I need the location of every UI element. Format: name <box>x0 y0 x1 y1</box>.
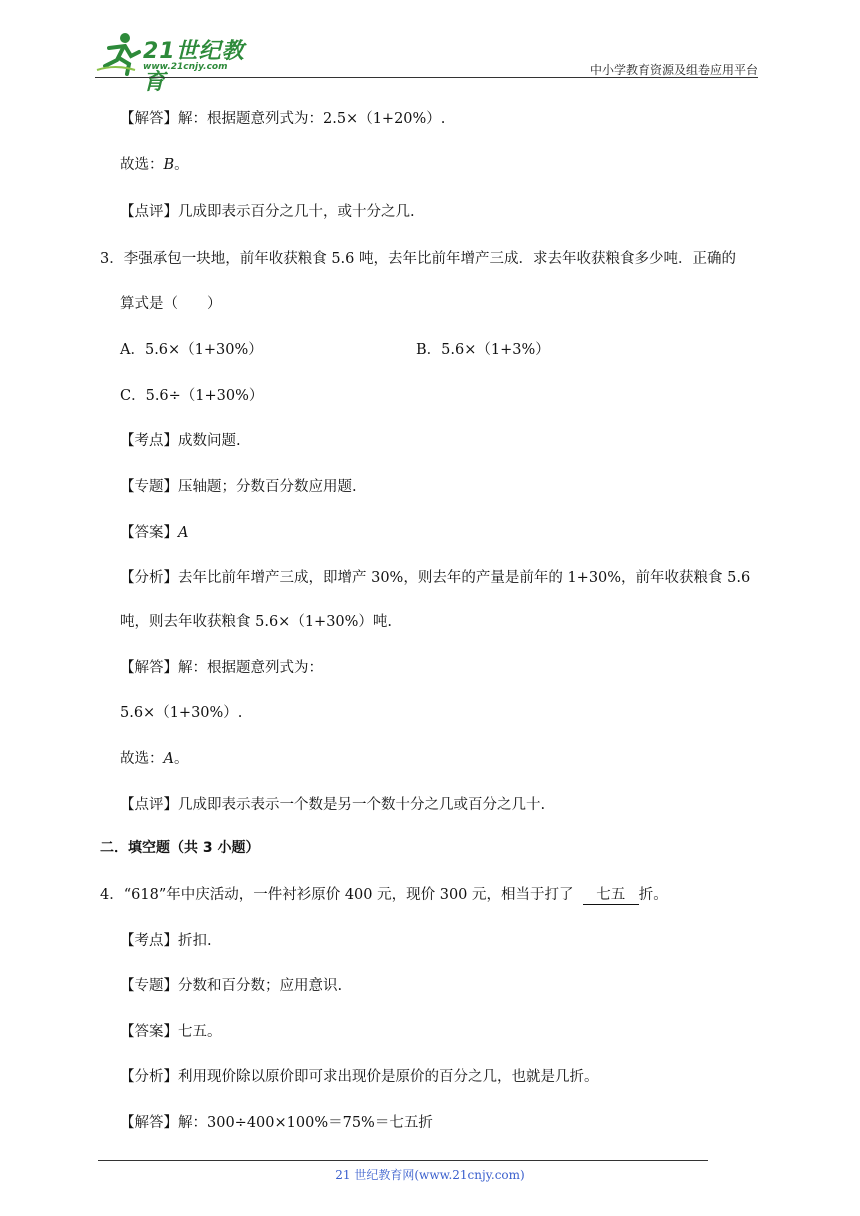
answer-line: 【答案】七五。 <box>120 1024 222 1040</box>
subject-line: 【专题】分数和百分数；应用意识. <box>120 978 343 994</box>
footer-link[interactable]: 21 世纪教育网(www.21cnjy.com) <box>335 1168 525 1182</box>
question-3-text-cont: 算式是（ ） <box>120 296 222 312</box>
header-divider <box>95 77 758 78</box>
option-b: B．5.6×（1+3%） <box>416 342 550 358</box>
solution-formula: 5.6×（1+30%）. <box>120 705 243 721</box>
section-heading: 二．填空题（共 3 小题） <box>100 840 260 856</box>
question-3-text: 3．李强承包一块地，前年收获粮食 5.6 吨，去年比前年增产三成．求去年收获粮食多少吨．正确的 <box>100 251 736 267</box>
logo-text: 21世纪教育 <box>143 39 245 95</box>
solution-line: 【解答】解：根据题意列式为： <box>120 660 323 676</box>
analysis-line: 【分析】利用现价除以原价即可求出现价是原价的百分之几，也就是几折。 <box>120 1069 599 1085</box>
subject-line: 【专题】压轴题；分数百分数应用题. <box>120 479 357 495</box>
comment-line: 【点评】几成即表示表示一个数是另一个数十分之几或百分之几十. <box>120 797 546 813</box>
analysis-line-cont: 吨，则去年收获粮食 5.6×（1+30%）吨. <box>120 614 393 630</box>
analysis-line: 【分析】去年比前年增产三成，即增产 30%，则去年的产量是前年的 1+30%，前年收获粮食 5.6 <box>120 570 751 586</box>
answer-line: 【答案】A <box>120 525 189 541</box>
option-c: C．5.6÷（1+30%） <box>120 388 264 404</box>
comment-line: 【点评】几成即表示百分之几十，或十分之几. <box>120 204 415 220</box>
answer-choice-line: 故选：B。 <box>120 157 189 173</box>
footer-divider <box>98 1160 708 1161</box>
site-logo <box>95 30 265 95</box>
topic-line: 【考点】折扣. <box>120 933 212 949</box>
header-platform-text: 中小学教育资源及组卷应用平台 <box>589 63 758 77</box>
runner-logo-icon <box>95 30 143 76</box>
answer-choice-line: 故选：A。 <box>120 751 189 767</box>
topic-line: 【考点】成数问题. <box>120 433 241 449</box>
option-a: A．5.6×（1+30%） <box>120 342 263 358</box>
solution-line: 【解答】解：根据题意列式为：2.5×（1+20%）. <box>120 111 446 127</box>
answer-blank: 七五 <box>583 883 639 905</box>
logo-url: www.21cnjy.com <box>143 62 228 72</box>
page-header <box>95 30 758 95</box>
question-4-text: 4．“618”年中庆活动，一件衬衫原价 400 元，现价 300 元，相当于打了 七五 折。 <box>100 883 668 905</box>
solution-line: 【解答】解：300÷400×100%＝75%＝七五折 <box>120 1115 433 1131</box>
